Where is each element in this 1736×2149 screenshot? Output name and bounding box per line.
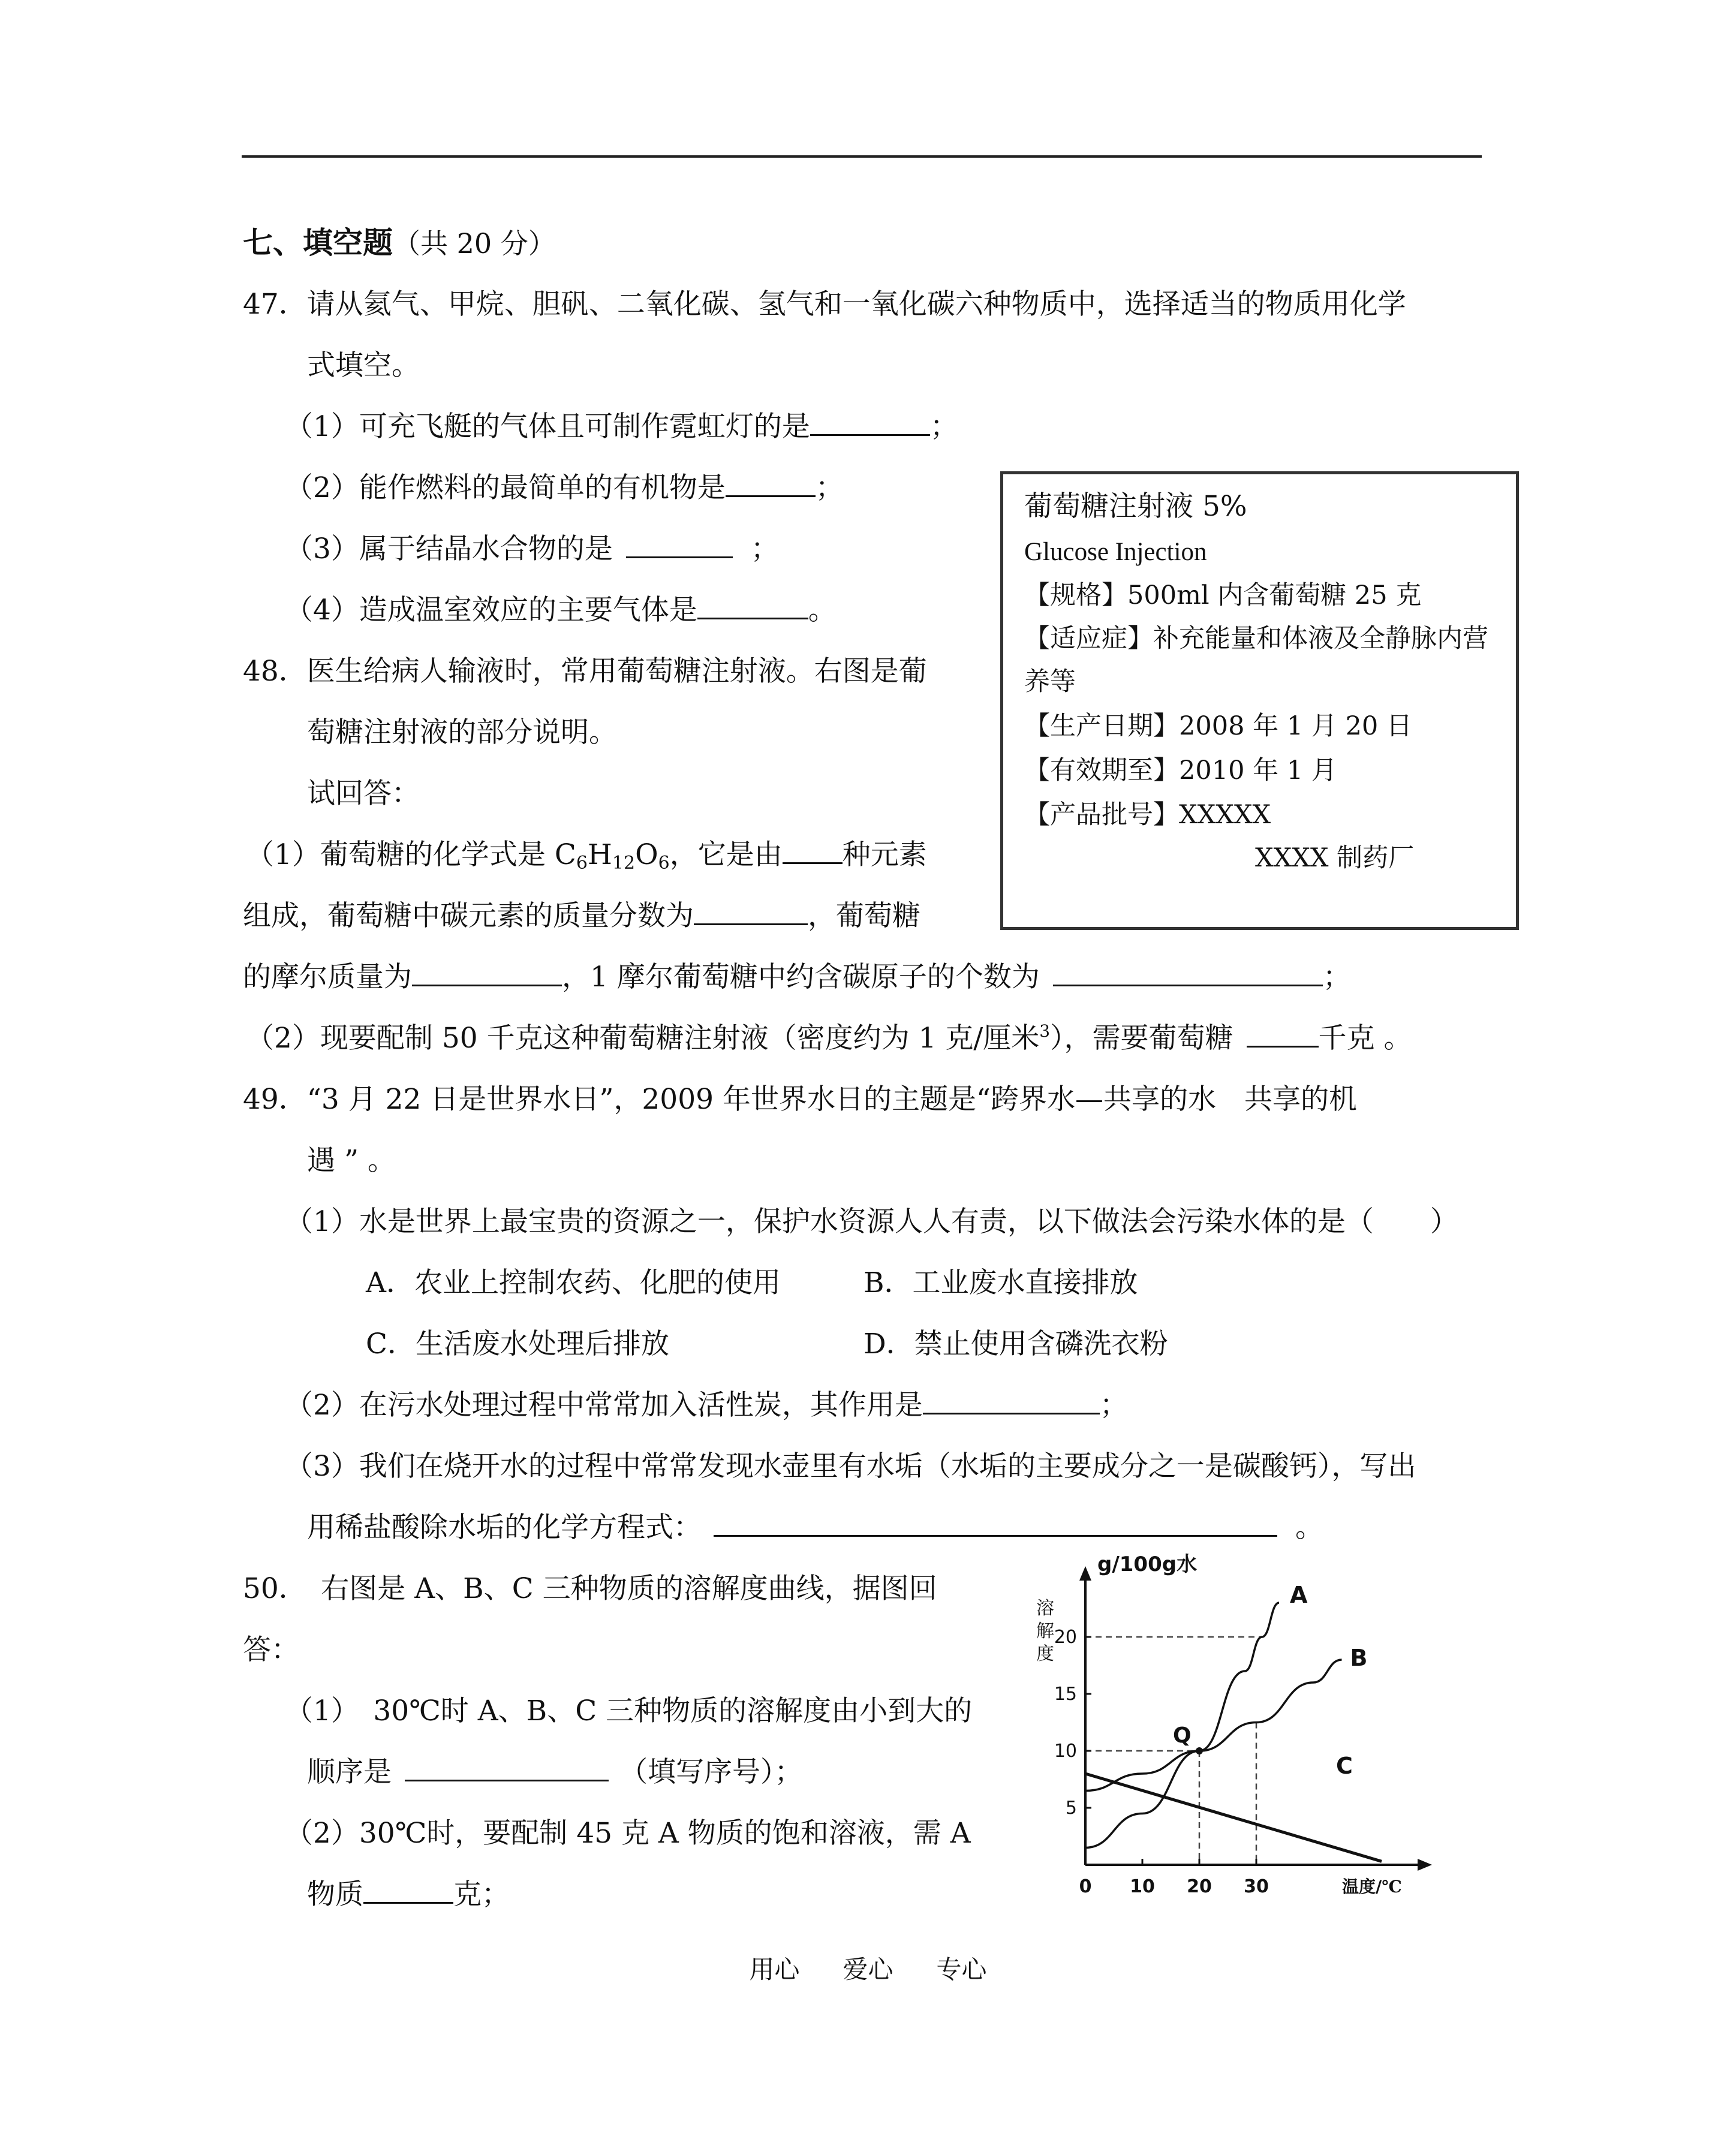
q50-blank-order[interactable] (405, 1756, 609, 1781)
x-axis-arrow-icon (1418, 1859, 1432, 1871)
label-indication-1: 【适应症】补充能量和体液及全静脉内营 (1024, 624, 1488, 654)
q47-part3 (285, 531, 779, 567)
q47-blank1[interactable] (810, 410, 930, 436)
q50-part2-end: 克； (453, 1878, 510, 1911)
glucose-label-box (1000, 471, 1519, 930)
label-production-date: 【生产日期】2008 年 1 月 20 日 (1024, 711, 1412, 741)
chart-series (1085, 1582, 1382, 1861)
section-points: （共 20 分） (393, 227, 556, 260)
series-C-label: C (1336, 1753, 1353, 1779)
q50-stem-line2: 答： (243, 1633, 299, 1666)
series-C-curve (1085, 1774, 1382, 1861)
q47-part3-text: （3）属于结晶水合物的是 (285, 532, 613, 565)
point-q-marker (1196, 1747, 1203, 1754)
q48-stem-line1: 48．医生给病人输液时，常用葡萄糖注射液。右图是葡 (243, 655, 927, 688)
q48-cm3-sup: 3 (1039, 1021, 1051, 1041)
q48-stem-line2: 萄糖注射液的部分说明。 (307, 716, 617, 749)
q48-part1-glucose: ，葡萄糖 (808, 899, 920, 932)
q47-part2 (285, 470, 844, 506)
series-A-label: A (1290, 1582, 1308, 1608)
x-tick-label-0: 0 (1079, 1876, 1092, 1897)
q48-blank-carbon-fraction[interactable] (694, 899, 808, 925)
label-indication-2: 养等 (1024, 667, 1076, 697)
q48-part1-end: ； (1322, 961, 1351, 994)
q48-part2 (246, 1021, 1412, 1057)
x-tick-label-30: 30 (1244, 1876, 1269, 1897)
q48-part1-line1 (246, 837, 927, 873)
q48-part2-text: （2）现要配制 50 千克这种葡萄糖注射液（密度约为 1 克/厘米 (246, 1022, 1040, 1055)
q47-part2-end: ； (815, 471, 844, 504)
q48-atom-count-text: ，1 摩尔葡萄糖中约含碳原子的个数为 (562, 961, 1040, 994)
q50-part2-line2 (307, 1877, 510, 1913)
q50-blank-mass[interactable] (363, 1878, 453, 1904)
q50-order-text: 顺序是 (307, 1756, 392, 1789)
q49-part2 (285, 1387, 1128, 1423)
q47-blank4[interactable] (697, 594, 808, 619)
q49-part2-end: ； (1099, 1389, 1128, 1422)
page-footer (0, 1950, 1736, 1986)
y-label-char: 溶 (1036, 1598, 1054, 1619)
q48-part1-line3 (243, 959, 1351, 995)
q49-part3-line1: （3）我们在烧开水的过程中常常发现水壶里有水垢（水垢的主要成分之一是碳酸钙），写出 (285, 1450, 1416, 1483)
q47-blank3[interactable] (626, 532, 733, 558)
y-axis-arrow-icon (1079, 1566, 1091, 1581)
q49-stem-line1: 49．“3 月 22 日是世界水日”，2009 年世界水日的主题是“跨界水—共享的水 共享的机 (243, 1083, 1357, 1116)
x-axis-label: 温度/℃ (1342, 1877, 1402, 1897)
section-title: 七、填空题 (243, 225, 393, 260)
label-english: Glucose Injection (1024, 538, 1207, 566)
q50-part1-line2 (307, 1754, 803, 1790)
q50-stem-line1: 50． 右图是 A、B、C 三种物质的溶解度曲线，据图回 (243, 1572, 937, 1605)
q48-part1-line2 (243, 898, 920, 934)
q49-option-c[interactable]: C．生活废水处理后排放 (366, 1328, 669, 1361)
y-tick-label-5: 5 (1065, 1798, 1077, 1819)
q47-part1-end: ； (929, 410, 958, 443)
q47-part4-end: 。 (808, 594, 837, 627)
point-q-label: Q (1173, 1723, 1192, 1748)
x-tick-label-10: 10 (1130, 1876, 1155, 1897)
q49-option-b[interactable]: B．工业废水直接排放 (864, 1266, 1138, 1299)
q49-blank-charcoal[interactable] (923, 1389, 1100, 1414)
q49-part3-line2 (307, 1510, 1323, 1546)
label-title: 葡萄糖注射液 5% (1024, 490, 1247, 523)
q48-blank-molar-mass[interactable] (412, 961, 562, 986)
y-tick-label-10: 10 (1054, 1741, 1077, 1762)
y-label-char: 解 (1036, 1621, 1054, 1642)
q47-part1-text: （1）可充飞艇的气体且可制作霓虹灯的是 (285, 410, 810, 443)
section-heading (243, 225, 556, 262)
q50-mass-text: 物质 (307, 1878, 363, 1911)
label-maker: XXXX 制药厂 (1255, 843, 1415, 873)
chart-guides (1085, 1637, 1262, 1865)
footer-word-3: 专心 (936, 1955, 987, 1984)
q48-part1-elements-text: 种元素 (842, 838, 927, 871)
label-spec: 【规格】500ml 内含葡萄糖 25 克 (1024, 580, 1422, 610)
formula-sub-12: 12 (612, 853, 636, 874)
y-tick-label-20: 20 (1054, 1627, 1077, 1648)
q50-part2-line1: （2）30℃时，要配制 45 克 A 物质的饱和溶液，需 A (285, 1817, 971, 1850)
q47-part3-end: ； (750, 532, 779, 565)
q49-blank-equation[interactable] (714, 1511, 1277, 1537)
q48-carbon-fraction-text: 组成，葡萄糖中碳元素的质量分数为 (243, 899, 694, 932)
q47-stem-line2: 式填空。 (307, 349, 420, 382)
q48-formula-prefix: （1）葡萄糖的化学式是 C (246, 838, 576, 871)
formula-sub-6: 6 (576, 853, 588, 874)
formula-sub-6b: 6 (658, 853, 670, 874)
label-batch: 【产品批号】XXXXX (1024, 800, 1271, 830)
solubility-chart (1019, 1553, 1439, 1901)
y-label-char: 度 (1036, 1644, 1054, 1665)
footer-word-1: 用心 (749, 1955, 800, 1984)
q48-part1-mid: ，它是由 (669, 838, 783, 871)
label-expiry: 【有效期至】2010 年 1 月 (1024, 756, 1337, 785)
q49-option-d[interactable]: D．禁止使用含磷洗衣粉 (864, 1328, 1168, 1361)
q47-part4 (285, 592, 837, 628)
series-B-curve (1085, 1660, 1342, 1791)
y-axis-label (1036, 1598, 1054, 1665)
y-tick-label-15: 15 (1054, 1684, 1077, 1705)
q47-blank2[interactable] (726, 471, 816, 497)
q47-part2-text: （2）能作燃料的最简单的有机物是 (285, 471, 726, 504)
q48-stem-line3: 试回答： (307, 777, 420, 810)
q48-molar-mass-text: 的摩尔质量为 (243, 961, 412, 994)
q47-part4-text: （4）造成温室效应的主要气体是 (285, 594, 697, 627)
q49-part1: （1）水是世界上最宝贵的资源之一，保护水资源人人有责，以下做法会污染水体的是（ ） (285, 1205, 1458, 1238)
header-rule (242, 155, 1482, 158)
q49-equation-text: 用稀盐酸除水垢的化学方程式： (307, 1511, 702, 1544)
q50-part1-end: （填写序号）； (619, 1756, 803, 1789)
formula-h: H (587, 838, 612, 871)
q48-part2-mid: ），需要葡萄糖 (1050, 1022, 1233, 1055)
q49-part2-text: （2）在污水处理过程中常常加入活性炭，其作用是 (285, 1389, 923, 1422)
q49-part3-end: 。 (1295, 1511, 1323, 1544)
q49-stem-line2: 遇 ” 。 (307, 1144, 396, 1177)
q48-blank-glucose-mass[interactable] (1247, 1022, 1319, 1048)
q48-blank-atom-count[interactable] (1053, 961, 1323, 986)
formula-o: O (635, 838, 658, 871)
x-tick-label-20: 20 (1187, 1876, 1212, 1897)
series-B-label: B (1350, 1645, 1368, 1671)
q47-part1 (285, 409, 958, 445)
q49-option-a[interactable]: A．农业上控制农药、化肥的使用 (366, 1266, 781, 1299)
q50-part1-line1: （1） 30℃时 A、B、C 三种物质的溶解度由小到大的 (285, 1694, 973, 1727)
footer-word-2: 爱心 (843, 1955, 893, 1984)
y-axis-unit: g/100g水 (1097, 1553, 1198, 1576)
q47-stem-line1: 47．请从氦气、甲烷、胆矾、二氧化碳、氢气和一氧化碳六种物质中，选择适当的物质用化学 (243, 288, 1406, 321)
q48-blank-elements[interactable] (783, 838, 843, 864)
q48-part2-end: 千克 。 (1318, 1022, 1412, 1055)
